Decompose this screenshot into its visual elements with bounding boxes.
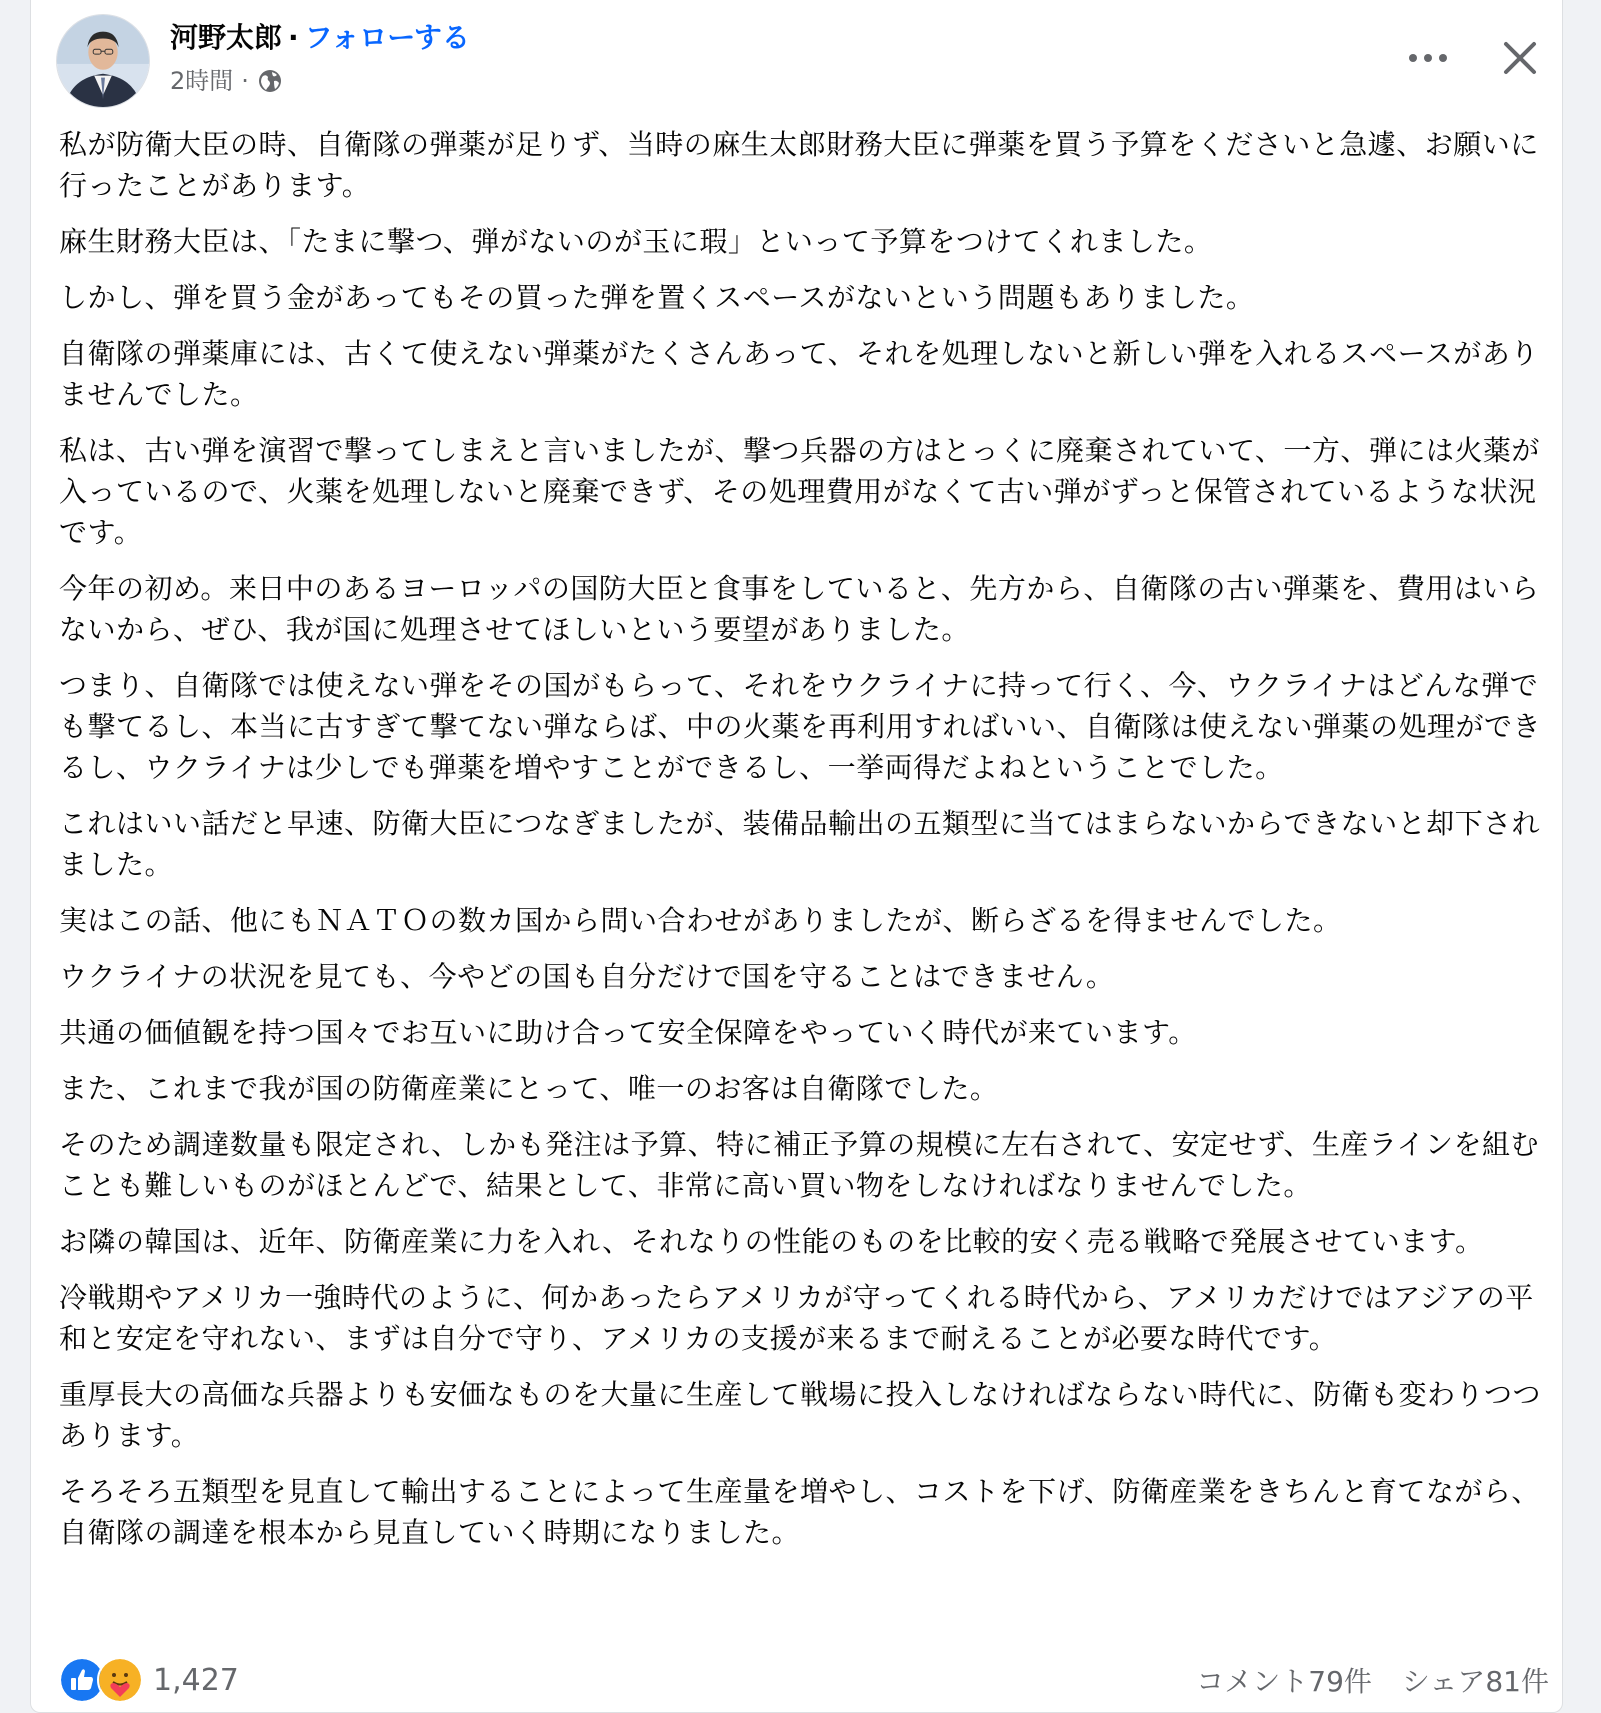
- post-paragraph: ウクライナの状況を見ても、今やどの国も自分だけで国を守ることはできません。: [59, 960, 1115, 993]
- post-timestamp[interactable]: 2時間: [170, 67, 234, 95]
- care-icon: [97, 1657, 143, 1703]
- post-paragraph: 今年の初め。来日中のあるヨーロッパの国防大臣と食事をしていると、先方から、自衛隊の古い弾薬を、費用はいらないから、ぜひ、我が国に処理させてほしいという要望がありました。: [59, 572, 1540, 646]
- more-options-icon[interactable]: [1402, 32, 1454, 84]
- post-paragraph: 重厚長大の高価な兵器よりも安価なものを大量に生産して戦場に投入しなければならない時代に、防衛も変わりつつあります。: [59, 1378, 1542, 1452]
- post-paragraph: また、これまで我が国の防衛産業にとって、唯一のお客は自衛隊でした。: [59, 1072, 999, 1105]
- post-stats: [1196, 1660, 1549, 1700]
- post-paragraph: 実はこの話、他にもＮＡＴＯの数カ国から問い合わせがありましたが、断らざるを得ませんでした。: [59, 904, 1342, 937]
- post-paragraph: つまり、自衛隊では使えない弾をその国がもらって、それをウクライナに持って行く、今、ウクライナはどんな弾でも撃てるし、本当に古すぎて撃てない弾ならば、中の火薬を再利用すればいい、自衛隊は使えない弾薬の処理ができるし、ウクライナは少しでも弾薬を増やすことができるし、一挙両得だよねということでした。: [59, 669, 1542, 784]
- post-paragraph: 自衛隊の弾薬庫には、古くて使えない弾薬がたくさんあって、それを処理しないと新しい弾を入れるスペースがありませんでした。: [59, 337, 1539, 411]
- post-paragraph: 麻生財務大臣は、「たまに撃つ、弾がないのが玉に瑕」といって予算をつけてくれました。: [59, 225, 1213, 258]
- post-paragraph: 私は、古い弾を演習で撃ってしまえと言いましたが、撃つ兵器の方はとっくに廃棄されていて、一方、弾には火薬が入っているので、火薬を処理しないと廃棄できず、その処理費用がなくて古い弾がずっと保管されているような状況です。: [59, 434, 1540, 549]
- post-paragraph: そのため調達数量も限定され、しかも発注は予算、特に補正予算の規模に左右されて、安定せず、生産ラインを組むことも難しいものがほとんどで、結果として、非常に高い買い物をしなければなりませんでした。: [59, 1128, 1540, 1202]
- shares-link[interactable]: シェア81件: [1401, 1665, 1549, 1698]
- post-paragraph: そろそろ五類型を見直して輸出することによって生産量を増やし、コストを下げ、防衛産業をきちんと育てながら、自衛隊の調達を根本から見直していく時期になりました。: [59, 1475, 1540, 1549]
- post-card: [30, 0, 1563, 1713]
- post-paragraph: 共通の価値観を持つ国々でお互いに助け合って安全保障をやっていく時代が来ています。: [59, 1016, 1197, 1049]
- post-footer: [59, 1652, 1549, 1708]
- comments-link[interactable]: コメント79件: [1196, 1665, 1372, 1698]
- reactions-summary[interactable]: [59, 1657, 239, 1703]
- post-header: [56, 14, 1546, 110]
- author-avatar[interactable]: [56, 14, 150, 108]
- globe-icon[interactable]: [257, 68, 283, 94]
- header-actions: [1402, 32, 1546, 84]
- post-paragraph: しかし、弾を買う金があってもその買った弾を置くスペースがないという問題もありました。: [59, 281, 1255, 314]
- close-icon[interactable]: [1494, 32, 1546, 84]
- author-line: [170, 18, 470, 58]
- post-body: [59, 124, 1549, 1568]
- post-paragraph: 私が防衛大臣の時、自衛隊の弾薬が足りず、当時の麻生太郎財務大臣に弾薬を買う予算をくださいと急遽、お願いに行ったことがあります。: [59, 128, 1539, 202]
- avatar-image: [57, 15, 149, 107]
- post-meta: [170, 66, 283, 96]
- meta-separator: ·: [241, 67, 249, 95]
- post-paragraph: 冷戦期やアメリカ一強時代のように、何かあったらアメリカが守ってくれる時代から、アメリカだけではアジアの平和と安定を守れない、まずは自分で守り、アメリカの支援が来るまで耐えることが必要な時代です。: [59, 1281, 1534, 1355]
- follow-button[interactable]: フォローする: [304, 21, 470, 54]
- author-separator: ·: [288, 21, 299, 54]
- post-paragraph: これはいい話だと早速、防衛大臣につなぎましたが、装備品輸出の五類型に当てはまらないからできないと却下されました。: [59, 807, 1541, 881]
- reaction-count: 1,427: [153, 1662, 239, 1698]
- post-paragraph: お隣の韓国は、近年、防衛産業に力を入れ、それなりの性能のものを比較的安く売る戦略で発展させています。: [59, 1225, 1484, 1258]
- author-name[interactable]: 河野太郎: [170, 21, 283, 54]
